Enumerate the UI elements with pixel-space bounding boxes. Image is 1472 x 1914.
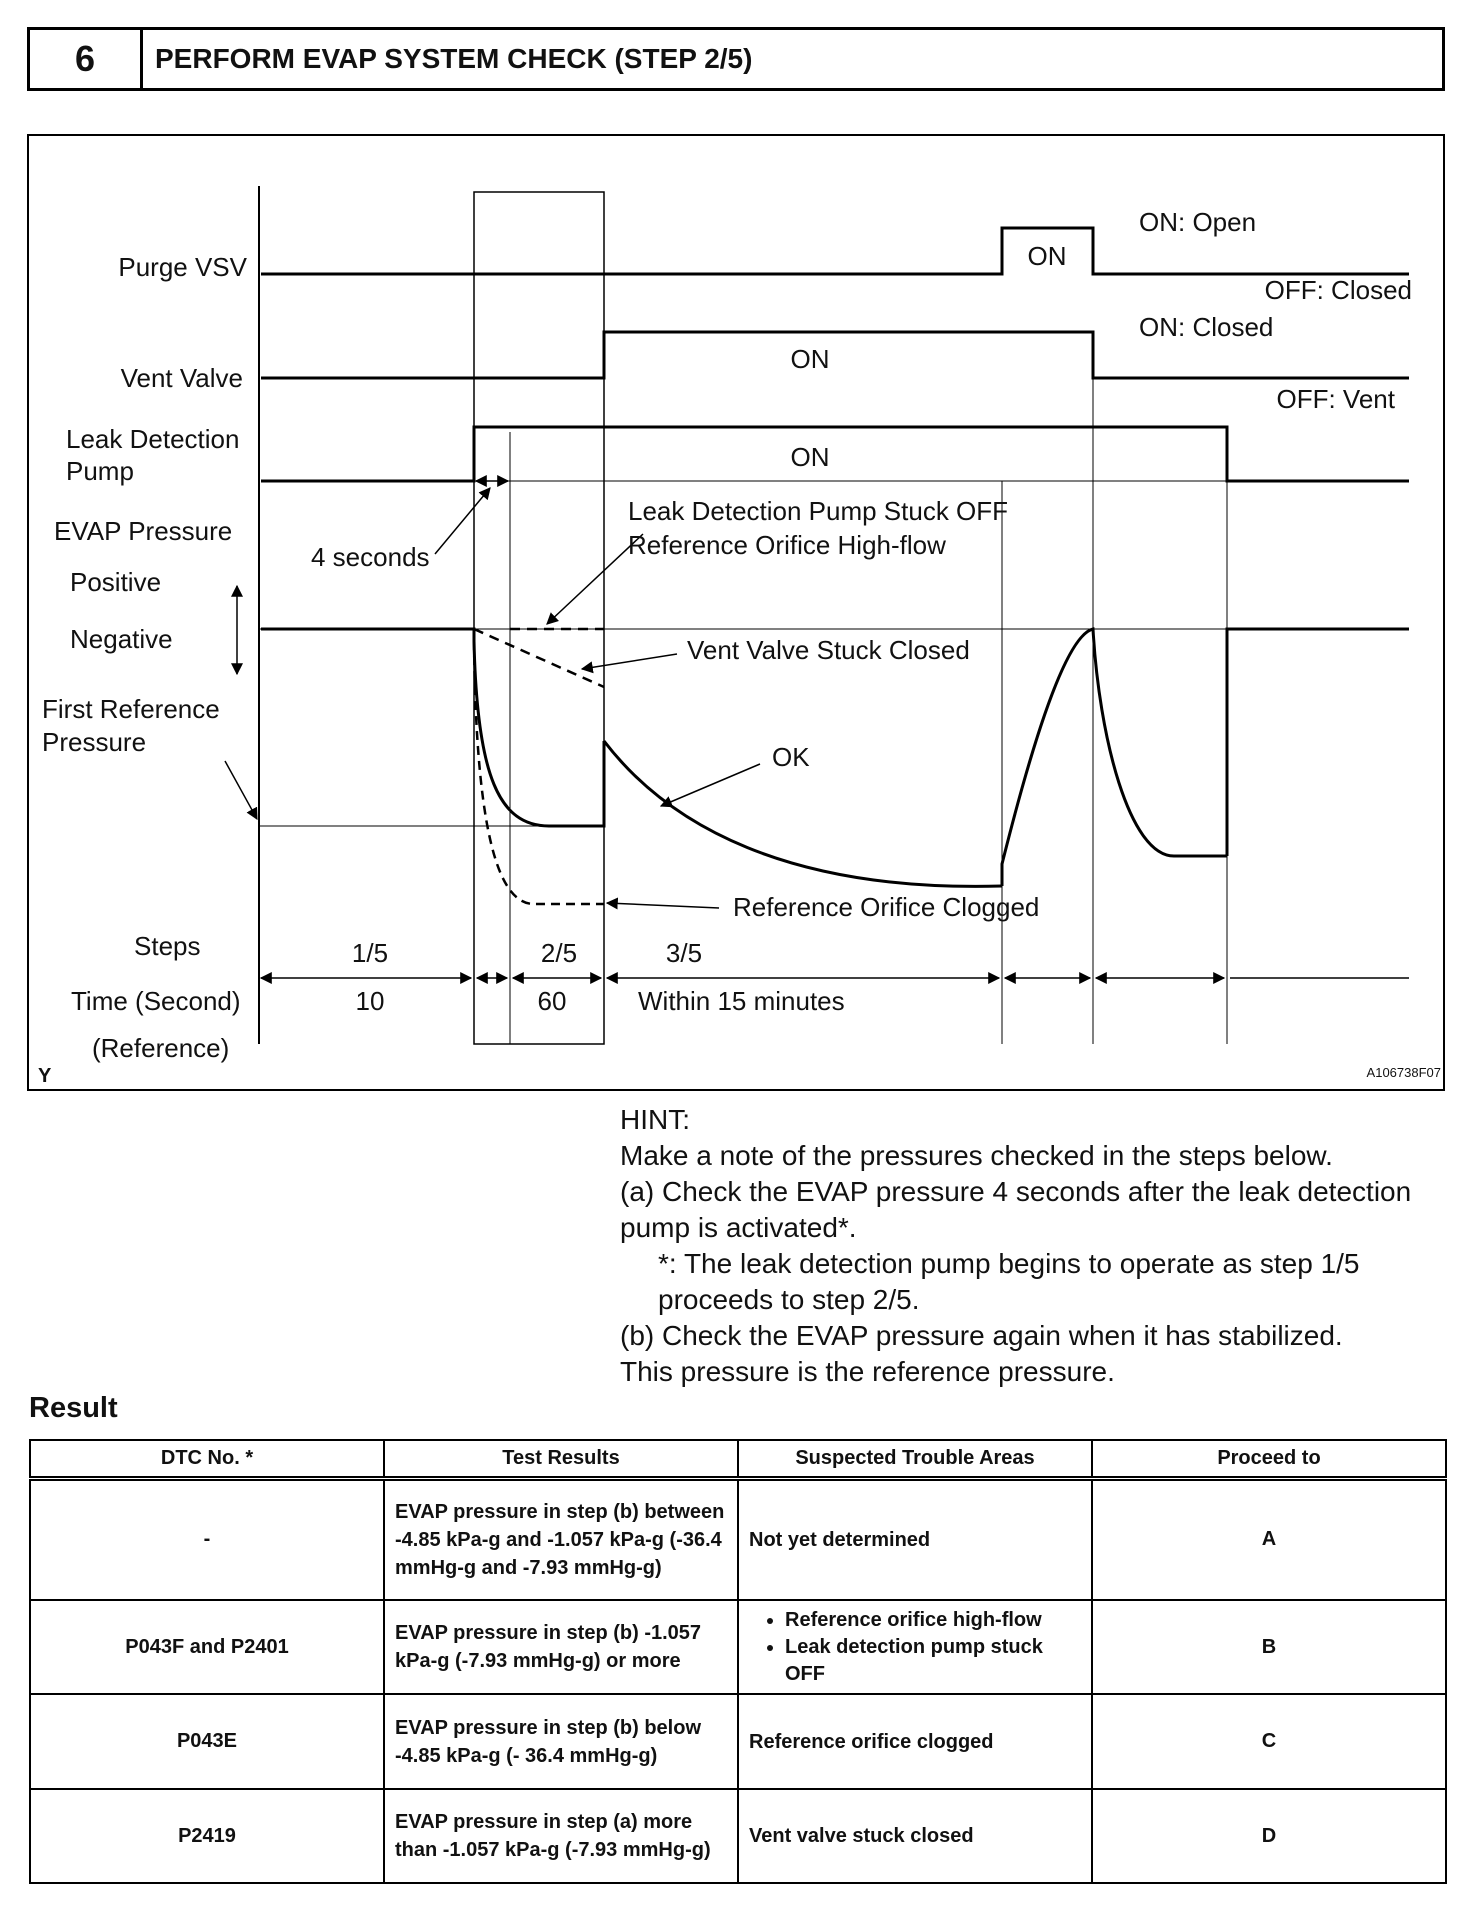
vent-on-label: ON: [790, 344, 830, 374]
purge-pressure-rise-curve: [1002, 629, 1227, 886]
label-negative: Negative: [70, 624, 173, 654]
result-title: Result: [29, 1392, 118, 1424]
test-result-cell: EVAP pressure in step (b) below -4.85 kPa-g (- 36.4 mmHg-g): [384, 1694, 738, 1789]
first-ref-pointer: [225, 761, 257, 819]
hint-footnote: *: The leak detection pump begins to operate as step 1/5 proceeds to step 2/5.: [658, 1248, 1360, 1315]
purge-on-label: ON: [1027, 241, 1067, 271]
label-purge-vsv: Purge VSV: [118, 252, 247, 282]
hint-line-5: This pressure is the reference pressure.: [620, 1356, 1115, 1387]
evap-timing-diagram: [27, 134, 1445, 1091]
table-row: [30, 1789, 1446, 1883]
test-result-cell: EVAP pressure in step (b) -1.057 kPa-g (-7.93 mmHg-g) or more: [384, 1600, 738, 1694]
proceed-cell: A: [1092, 1478, 1446, 1600]
table-row: [30, 1600, 1446, 1694]
header-test-results: Test Results: [384, 1440, 738, 1478]
stuck-off-label-2: Reference Orifice High-flow: [628, 530, 946, 560]
result-table: [29, 1439, 1447, 1884]
hint-line-2: (a) Check the EVAP pressure 4 seconds after the leak detection pump is activated*.: [620, 1176, 1412, 1243]
vent-on-state: ON: Closed: [1139, 312, 1274, 342]
proceed-cell: B: [1092, 1600, 1446, 1694]
four-seconds-label: 4 seconds: [311, 542, 430, 572]
test-result-cell: EVAP pressure in step (b) between -4.85 kPa-g and -1.057 kPa-g (-36.4 mmHg-g and -7.93 mmHg-g): [384, 1478, 738, 1600]
ok-pressure-curve-step2: [261, 629, 604, 826]
purge-on-state: ON: Open: [1139, 207, 1257, 237]
trouble-area-cell: Vent valve stuck closed: [738, 1789, 1092, 1883]
ref-clogged-pointer: [607, 903, 719, 908]
ok-label: OK: [772, 742, 810, 772]
trouble-area-item: • Reference orifice high-flow: [785, 1607, 1081, 1634]
hint-title: HINT:: [620, 1104, 690, 1135]
time-2-label: 60: [537, 986, 567, 1016]
step-1-label: 1/5: [351, 938, 389, 968]
trouble-area-item: • Leak detection pump stuck OFF: [785, 1634, 1081, 1688]
proceed-cell: C: [1092, 1694, 1446, 1789]
header-proceed: Proceed to: [1092, 1440, 1446, 1478]
hint-line-1: Make a note of the pressures checked in the steps below.: [620, 1140, 1333, 1171]
ref-clogged-label: Reference Orifice Clogged: [733, 892, 1040, 922]
header-dtc: DTC No. *: [30, 1440, 384, 1478]
label-vent-valve: Vent Valve: [120, 363, 243, 393]
ref-orifice-clogged-curve: [474, 641, 604, 904]
step-2-box: [474, 192, 604, 1044]
header-trouble-areas: Suspected Trouble Areas: [738, 1440, 1092, 1478]
pump-on-label: ON: [790, 442, 830, 472]
label-first-reference-1: First Reference: [42, 694, 220, 724]
stuck-off-label-1: Leak Detection Pump Stuck OFF: [628, 496, 1009, 526]
figure-code: A106738F07: [1366, 1065, 1441, 1080]
dtc-cell: P043E: [30, 1694, 384, 1789]
test-result-cell: EVAP pressure in step (a) more than -1.057 kPa-g (-7.93 mmHg-g): [384, 1789, 738, 1883]
table-row: [30, 1694, 1446, 1789]
trouble-area-cell: Not yet determined: [738, 1478, 1092, 1600]
time-1-label: 10: [355, 986, 385, 1016]
dtc-cell: P2419: [30, 1789, 384, 1883]
proceed-cell: D: [1092, 1789, 1446, 1883]
vent-stuck-closed-curve: [474, 629, 604, 687]
trouble-area-cell: Reference orifice clogged: [738, 1694, 1092, 1789]
step-2-label: 2/5: [540, 938, 578, 968]
timing-chart: [29, 136, 1447, 1093]
table-header-row: [30, 1440, 1446, 1478]
pressure-after-pump-off: [1227, 629, 1409, 856]
section-header: [27, 27, 1445, 91]
dtc-cell: P043F and P2401: [30, 1600, 384, 1694]
label-positive: Positive: [70, 567, 162, 597]
ok-pointer: [661, 764, 760, 806]
four-seconds-pointer: [435, 488, 490, 554]
section-title: PERFORM EVAP SYSTEM CHECK (STEP 2/5): [155, 43, 753, 74]
corner-mark: Y: [38, 1065, 52, 1087]
dtc-cell: -: [30, 1478, 384, 1600]
vent-off-state: OFF: Vent: [1276, 384, 1395, 414]
table-row: [30, 1478, 1446, 1600]
step-number: 6: [30, 30, 143, 88]
label-leak-pump-1: Leak Detection: [66, 424, 240, 454]
label-leak-pump-2: Pump: [66, 456, 134, 486]
label-first-reference-2: Pressure: [42, 727, 147, 757]
time-3-label: Within 15 minutes: [638, 986, 845, 1016]
trouble-area-cell: [738, 1600, 1092, 1694]
purge-off-state: OFF: Closed: [1264, 275, 1412, 305]
vent-stuck-pointer: [582, 654, 677, 669]
step-3-label: 3/5: [665, 938, 703, 968]
hint-block: [620, 1102, 1440, 1390]
label-steps: Steps: [134, 931, 201, 961]
label-time: Time (Second): [71, 986, 241, 1016]
label-evap-pressure: EVAP Pressure: [54, 516, 233, 546]
hint-line-4: (b) Check the EVAP pressure again when it has stabilized.: [620, 1320, 1343, 1351]
vent-stuck-closed-label: Vent Valve Stuck Closed: [687, 635, 970, 665]
leak-pump-signal: [261, 427, 1409, 481]
label-reference: (Reference): [92, 1033, 230, 1063]
